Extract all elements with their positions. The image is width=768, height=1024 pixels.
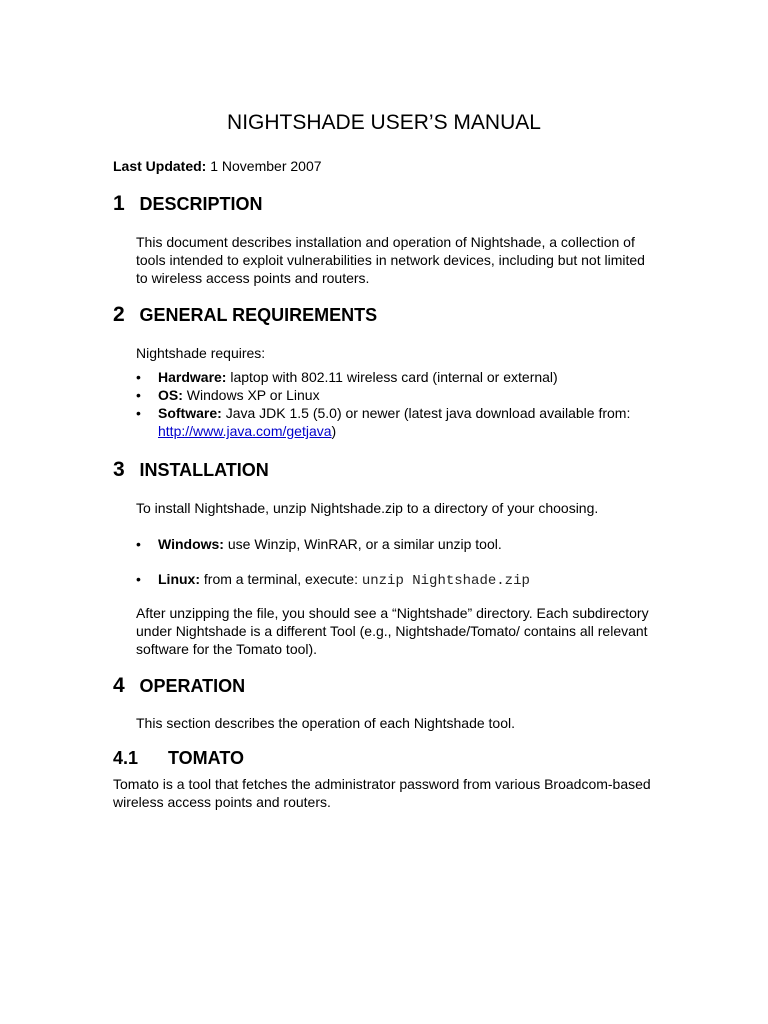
section-1-heading bbox=[113, 192, 262, 216]
requirement-text: Windows XP or Linux bbox=[186, 387, 320, 403]
install-text: from a terminal, execute: bbox=[203, 571, 358, 587]
last-updated bbox=[113, 157, 322, 175]
requirement-label: Software: bbox=[158, 405, 222, 421]
list-item bbox=[136, 386, 656, 404]
requirement-text: Java JDK 1.5 (5.0) or newer (latest java download available from: bbox=[225, 405, 631, 421]
list-item bbox=[136, 404, 656, 440]
requirement-text-end: ) bbox=[331, 423, 337, 439]
install-label: Linux: bbox=[158, 571, 200, 587]
section-2-title: GENERAL REQUIREMENTS bbox=[139, 305, 378, 325]
requirement-label: OS: bbox=[158, 387, 183, 403]
section-2-heading bbox=[113, 303, 377, 327]
java-download-link[interactable]: http://www.java.com/getjava bbox=[158, 423, 332, 439]
requirements-list bbox=[136, 368, 656, 440]
section-4-paragraph: This section describes the operation of each Nightshade tool. bbox=[136, 715, 516, 731]
list-item bbox=[136, 535, 656, 553]
section-4-heading bbox=[113, 674, 245, 698]
requirement-label: Hardware: bbox=[158, 369, 227, 385]
install-list-linux bbox=[136, 570, 656, 590]
section-3-number: 3 bbox=[113, 458, 125, 481]
section-4-number: 4 bbox=[113, 674, 125, 697]
section-3-after: After unzipping the file, you should see a “Nightshade” directory. Each subdirectory under Nightshade is a different Tool (e.g., Nightshade/Tomato/ contains all relevant software for the Tomato tool). bbox=[136, 605, 649, 657]
install-list-windows bbox=[136, 535, 656, 553]
section-2-number: 2 bbox=[113, 303, 125, 326]
section-3-intro: To install Nightshade, unzip Nightshade.zip to a directory of your choosing. bbox=[136, 500, 599, 516]
install-command: unzip Nightshade.zip bbox=[361, 573, 530, 589]
list-item bbox=[136, 368, 656, 386]
section-1-paragraph: This document describes installation and operation of Nightshade, a collection of tools intended to exploit vulnerabilities in network devices, including but not limited to wireless access points and routers. bbox=[136, 234, 645, 286]
section-4-1-paragraph: Tomato is a tool that fetches the administrator password from various Broadcom-based wireless access points and routers. bbox=[113, 776, 651, 810]
last-updated-value: 1 November 2007 bbox=[210, 158, 322, 174]
list-item bbox=[136, 570, 656, 590]
last-updated-label: Last Updated: bbox=[113, 158, 207, 174]
section-1-title: DESCRIPTION bbox=[139, 194, 263, 214]
document-title: NIGHTSHADE USER’S MANUAL bbox=[227, 111, 541, 134]
install-label: Windows: bbox=[158, 536, 224, 552]
section-1-number: 1 bbox=[113, 192, 125, 215]
section-4-title: OPERATION bbox=[139, 676, 246, 696]
requirement-text: laptop with 802.11 wireless card (internal or external) bbox=[230, 369, 558, 385]
section-3-title: INSTALLATION bbox=[139, 460, 269, 480]
section-3-heading bbox=[113, 458, 269, 482]
section-4-1-title: TOMATO bbox=[168, 748, 245, 768]
section-2-intro: Nightshade requires: bbox=[136, 345, 266, 361]
section-4-1-number: 4.1 bbox=[113, 748, 139, 768]
section-4-1-heading bbox=[113, 748, 244, 769]
install-text: use Winzip, WinRAR, or a similar unzip tool. bbox=[227, 536, 502, 552]
